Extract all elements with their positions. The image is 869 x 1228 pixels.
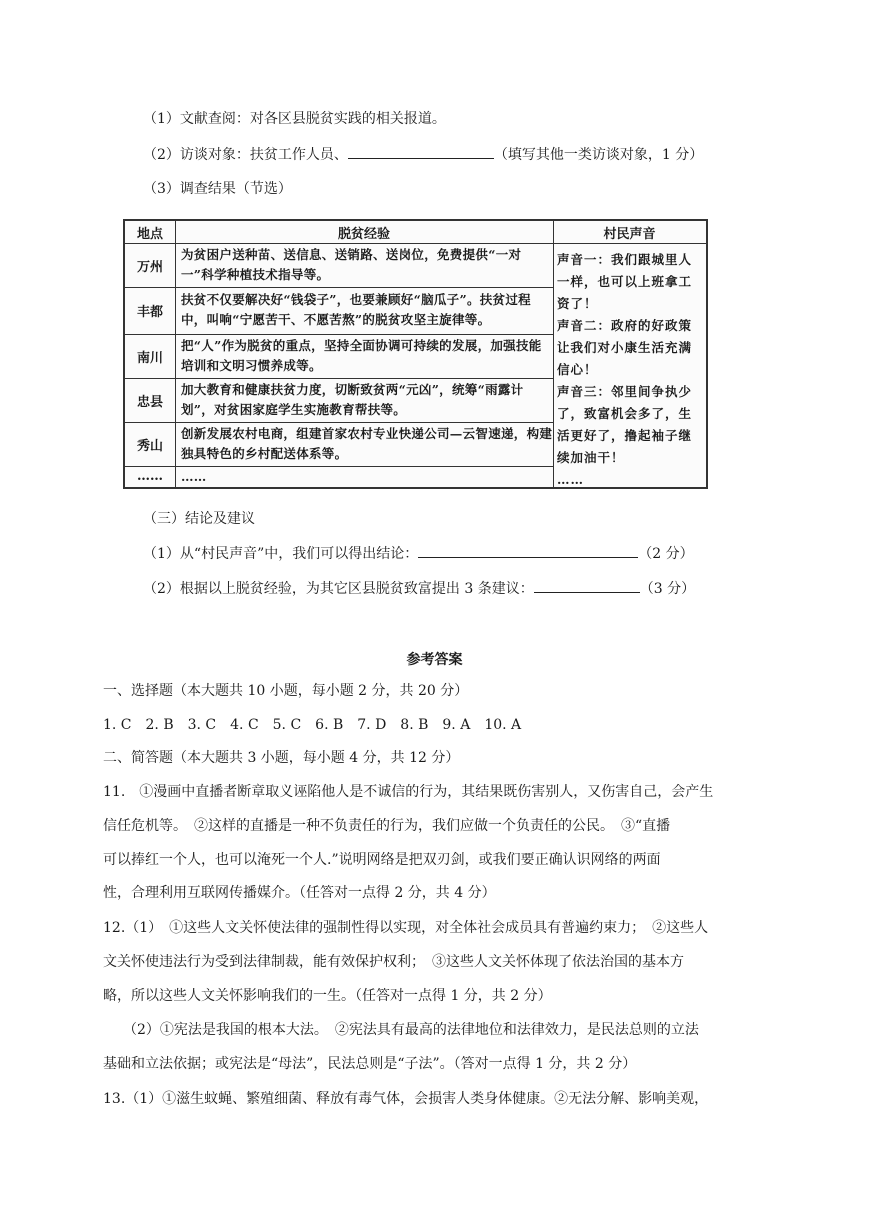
table-row-experience: 创新发展农村电商，组建首家农村专业快递公司—云智速递，构建独具特色的乡村配送体系等。 [181,426,553,461]
table-row-experience: 扶贫不仅要解决好“钱袋子”，也要兼顾好“脑瓜子”。扶贫过程中，叫响“宁愿苦干、不愿苦熬”的脱贫攻坚主旋律等。 [181,292,531,327]
voice-1 [557,249,702,315]
conclusion-item-1-prefix: （1）从“村民声音”中，我们可以得出结论： [143,546,419,562]
answer-q12-line: 略，所以这些人文关怀影响我们的一生。（任答对一点得 1 分，共 2 分） [103,988,552,1004]
conclusion-item-1 [143,543,694,564]
survey-item-2-prefix: （2）访谈对象：扶贫工作人员、 [143,147,348,163]
answers-title: 参考答案 [406,652,463,668]
answer-q11-line: 可以捧红一个人，也可以淹死一个人.”说明网络是把双刃剑，或我们要正确认识网络的两面 [103,852,661,868]
table-row-experience: 为贫困户送种苗、送信息、送销路、送岗位，免费提供“一对一”科学种植技术指导等。 [181,247,522,282]
table-divider [125,287,553,288]
table-divider [175,221,176,487]
answer-q12-line: 文关怀使违法行为受到法律制裁，能有效保护权利； ③这些人文关怀体现了依法治国的基本方 [103,954,684,970]
survey-item-2 [143,144,703,165]
answer-q11-line: 性，合理利用互联网传播媒介。（任答对一点得 2 分，共 4 分） [103,885,496,901]
voice-text: 政府的好政策让我们对小康生活充满信心！ [557,318,693,377]
table-row-place: 南川 [136,350,163,366]
voice-2 [557,315,702,381]
voice-label: 声音一： [557,252,612,267]
table-row-experience: 加大教育和健康扶贫力度，切断致贫两“元凶”，统筹“雨露计划”，对贫困家庭学生实施教育帮扶等。 [181,382,524,417]
answers-section-1: 一、选择题（本大题共 10 小题，每小题 2 分，共 20 分） [103,683,469,699]
table-header-experience: 脱贫经验 [337,226,390,242]
conclusion-heading: （三）结论及建议 [143,511,255,527]
villager-voices [557,249,702,491]
survey-item-2-suffix: （填写其他一类访谈对象，1 分） [493,147,704,163]
conclusion-item-2-suffix: （3 分） [639,581,696,597]
answer-q12-line: 基础和立法依据；或宪法是“母法”，民法总则是“子法”。（答对一点得 1 分，共 2 分） [103,1056,637,1072]
answers-section-2: 二、简答题（本大题共 3 小题，每小题 4 分，共 12 分） [103,750,460,766]
table-header-place: 地点 [136,226,163,242]
survey-item-1: （1）文献查阅：对各区县脱贫实践的相关报道。 [143,111,446,127]
voice-text: 邻里间争执少了，致富机会多了，生活更好了，撸起袖子继续加油干！ [557,384,693,465]
table-row-place: 万州 [136,259,163,275]
table-divider [125,334,553,335]
answer-q11-line: 信任危机等。 ②这样的直播是一种不负责任的行为，我们应做一个负责任的公民。 ③“直播 [103,818,671,834]
voice-3 [557,381,702,469]
survey-item-3: （3）调查结果（节选） [143,181,292,197]
table-divider [125,378,553,379]
answer-q12-line: （2）①宪法是我国的根本大法。 ②宪法具有最高的法律地位和法律效力，是民法总则的立法 [123,1022,699,1038]
table-divider [125,422,553,423]
answer-blank-interviewee[interactable] [348,144,494,159]
conclusion-item-1-suffix: （2 分） [638,546,694,562]
table-row-place: 丰都 [136,305,163,320]
answer-q13-line: 13.（1）①滋生蚊蝇、繁殖细菌、释放有毒气体，会损害人类身体健康。②无法分解、影响美观， [103,1091,709,1107]
conclusion-item-2-prefix: （2）根据以上脱贫经验，为其它区县脱贫致富提出 3 条建议： [143,581,534,597]
table-row-place: …… [137,469,163,484]
table-row-place: 秀山 [136,438,163,454]
table-divider [553,221,554,487]
voice-label: 声音二： [557,318,612,333]
answer-blank-conclusion[interactable] [418,543,638,558]
answer-q11-line: 11. ①漫画中直播者断章取义诬陷他人是不诚信的行为，其结果既伤害别人，又伤害自己，会产生 [103,784,714,800]
answers-choices: 1. C 2. B 3. C 4. C 5. C 6. B 7. D 8. B 9. A 10. A [103,717,522,733]
answer-blank-suggestions[interactable] [534,578,640,593]
voice-more: …… [557,472,584,487]
survey-result-table [123,219,708,489]
conclusion-item-2 [143,578,695,599]
table-header-voices: 村民声音 [603,226,656,242]
table-divider [125,243,706,244]
answer-q12-line: 12.（1） ①这些人文关怀使法律的强制性得以实现，对全体社会成员具有普遍约束力； ②这些人 [103,920,709,936]
table-row-experience: …… [181,469,207,484]
table-row-experience: 把“人”作为脱贫的重点，坚持全面协调可持续的发展，加强技能培训和文明习惯养成等。 [181,338,542,373]
voice-label: 声音三： [557,384,612,399]
table-row-place: 忠县 [136,394,163,410]
voice-text: 我们跟城里人一样，也可以上班拿工资了！ [557,252,693,311]
